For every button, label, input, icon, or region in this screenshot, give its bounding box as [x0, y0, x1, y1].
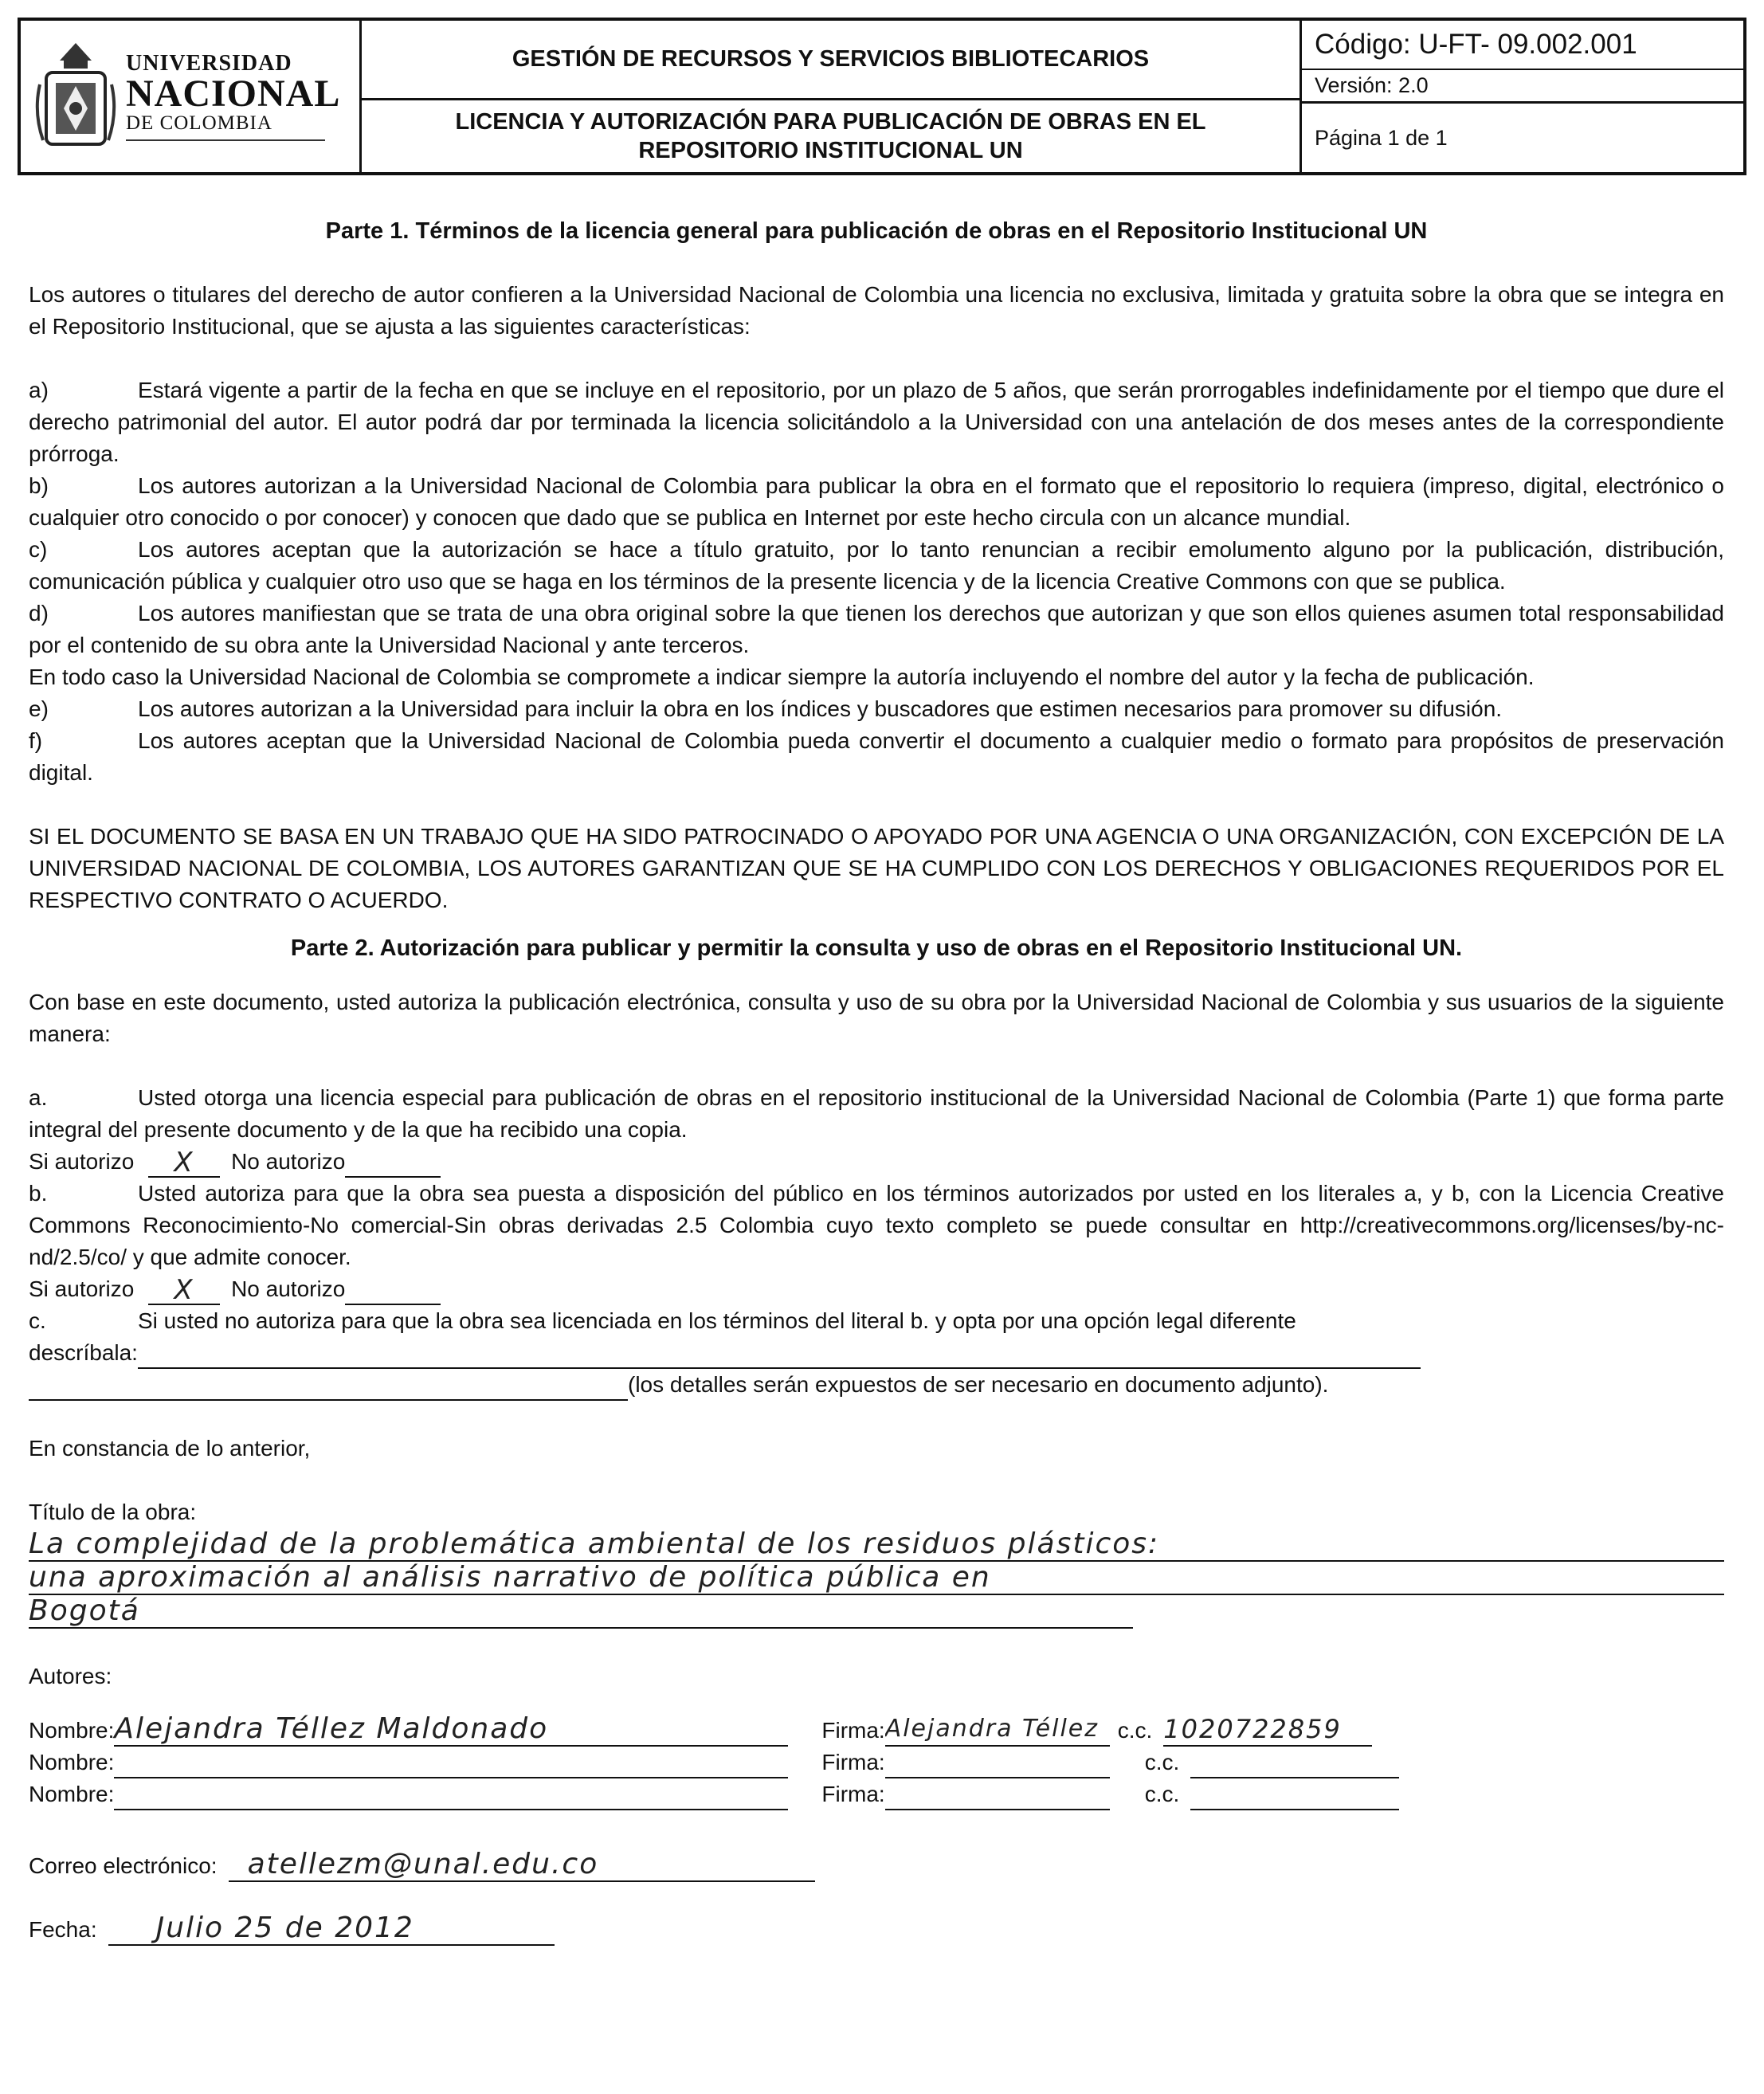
logo-underline [126, 139, 325, 141]
part1-intro: Los autores o titulares del derecho de autor confieren a la Universidad Nacional de Colombia una licencia no exclusiva, limitada y gratuita sobre la obra que se integra en el Repositorio Institucional, que se ajusta a las siguientes características: [29, 282, 1724, 339]
nombre-label: Nombre: [29, 1750, 115, 1774]
item-label: d) [29, 601, 49, 625]
author-name-field-2[interactable] [114, 1753, 788, 1778]
author-signature-field-1[interactable]: Alejandra Téllez [885, 1713, 1110, 1747]
firma-label: Firma: [821, 1782, 885, 1806]
item-text: Los autores autorizan a la Universidad para incluir la obra en los índices y buscadores que estimen necesarios para promover su difusión. [138, 696, 1503, 721]
si-autorizo-checkbox-a[interactable]: X [148, 1149, 220, 1178]
header-titles [362, 21, 1302, 172]
no-autorizo-checkbox-a[interactable] [345, 1152, 441, 1178]
author-name-field-1[interactable]: Alejandra Téllez Maldonado [114, 1713, 788, 1747]
item-text: Estará vigente a partir de la fecha en que se incluye en el repositorio, por un plazo de 5 años, que serán prorrogables indefinidamente por el tiempo que dure el derecho patrimonial del autor. El autor podrá dar por terminada la licencia solicitándolo a la Universidad con una antelación de dos meses antes de la correspondiente prórroga. [29, 378, 1724, 466]
logo-cell [21, 21, 362, 172]
describala-label: descríbala: [29, 1340, 138, 1365]
logo-line-3: DE COLOMBIA [126, 112, 272, 134]
item-label: a. [29, 1085, 48, 1110]
nombre-label: Nombre: [29, 1718, 115, 1743]
item-text: Si usted no autoriza para que la obra sea licenciada en los términos del literal b. y opta por una opción legal diferente [138, 1308, 1296, 1333]
form-header [18, 18, 1746, 175]
university-seal-icon [32, 37, 120, 156]
item-label: b) [29, 473, 49, 498]
author-signature-field-3[interactable] [885, 1785, 1110, 1810]
part1-item-d [29, 598, 1724, 661]
titulo-field-line-1[interactable]: La complejidad de la problemática ambiental de los residuos plásticos: [29, 1528, 1724, 1562]
cc-label: c.c. [1117, 1718, 1153, 1743]
university-logo-text [126, 50, 341, 141]
logo-line-2: NACIONAL [126, 72, 341, 115]
cc-label: c.c. [1144, 1750, 1180, 1774]
titulo-label: Título de la obra: [29, 1500, 197, 1524]
item-label: f) [29, 728, 43, 753]
part1-item-b [29, 470, 1724, 534]
part2-item-c [29, 1305, 1724, 1337]
fecha-row [29, 1914, 1724, 1946]
author-cc-field-3[interactable] [1190, 1785, 1399, 1810]
describala-field[interactable] [138, 1343, 1421, 1369]
firma-label: Firma: [821, 1750, 885, 1774]
constancia-text: En constancia de lo anterior, [29, 1436, 311, 1461]
firma-label: Firma: [821, 1718, 885, 1743]
part2-intro: Con base en este documento, usted autoriza la publicación electrónica, consulta y uso de su obra por la Universidad Nacional de Colombia y sus usuarios de la siguiente manera: [29, 990, 1724, 1046]
part2-item-b [29, 1178, 1724, 1273]
item-text: Usted autoriza para que la obra sea puesta a disposición del público en los términos autorizados por usted en los literales a, y b, con la Licencia Creative Commons Reconocimiento-No comercial-Sin obras derivadas 2.5 Colombia cuyo texto completo se puede consultar en http://creativecommons.org/licenses/by-nc-nd/2.5/co/ y que admite conocer. [29, 1181, 1724, 1269]
details-note: (los detalles serán expuestos de ser necesario en documento adjunto). [628, 1372, 1329, 1397]
form-page: Página 1 de 1 [1315, 125, 1448, 150]
correo-label: Correo electrónico: [29, 1853, 218, 1878]
item-label: a) [29, 378, 49, 402]
part1-item-a [29, 374, 1724, 470]
author-name-field-3[interactable] [114, 1785, 788, 1810]
autores-label: Autores: [29, 1664, 112, 1688]
part1-note: En todo caso la Universidad Nacional de Colombia se compromete a indicar siempre la autoría incluyendo el nombre del autor y la fecha de publicación. [29, 665, 1535, 689]
titulo-field-line-3[interactable]: Bogotá [29, 1595, 1133, 1629]
part2-item-a [29, 1082, 1724, 1146]
header-codes [1302, 21, 1743, 172]
part1-item-e [29, 693, 1724, 725]
header-title-bottom-text: LICENCIA Y AUTORIZACIÓN PARA PUBLICACIÓN DE OBRAS EN EL REPOSITORIO INSTITUCIONAL UN [455, 109, 1206, 163]
fecha-label: Fecha: [29, 1917, 97, 1942]
describala-field-2[interactable] [29, 1375, 628, 1401]
nombre-label: Nombre: [29, 1782, 115, 1806]
author-cc-field-1[interactable]: 1020722859 [1163, 1713, 1372, 1747]
no-autorizo-checkbox-b[interactable] [345, 1280, 441, 1305]
correo-row [29, 1850, 1724, 1882]
no-autorizo-label: No autorizo [231, 1276, 346, 1301]
author-cc-field-2[interactable] [1190, 1753, 1399, 1778]
author-signature-field-2[interactable] [885, 1753, 1110, 1778]
document-body [29, 215, 1724, 1946]
part2-title: Parte 2. Autorización para publicar y permitir la consulta y uso de obras en el Repositorio Institucional UN. [290, 935, 1463, 961]
authorization-b-row [29, 1273, 1724, 1305]
form-version: Versión: 2.0 [1302, 70, 1743, 104]
author-row-3 [29, 1778, 1724, 1810]
cc-label: c.c. [1144, 1782, 1180, 1806]
author-row-2 [29, 1747, 1724, 1778]
titulo-field-line-2[interactable]: una aproximación al análisis narrativo de política pública en [29, 1562, 1724, 1595]
item-text: Los autores aceptan que la Universidad Nacional de Colombia pueda convertir el documento a cualquier medio o formato para propósitos de preservación digital. [29, 728, 1724, 785]
si-autorizo-checkbox-b[interactable]: X [148, 1276, 220, 1305]
si-autorizo-label: Si autorizo [29, 1276, 135, 1301]
header-title-top: GESTIÓN DE RECURSOS Y SERVICIOS BIBLIOTECARIOS [362, 21, 1299, 100]
authorization-a-row [29, 1146, 1724, 1178]
form-code: Código: U-FT- 09.002.001 [1302, 21, 1743, 70]
item-text: Los autores aceptan que la autorización se hace a título gratuito, por lo tanto renuncian a recibir emolumento alguno por la publicación, distribución, comunicación pública y cualquier otro uso que se haga en los términos de la presente licencia y de la licencia Creative Commons con que se publica. [29, 537, 1724, 594]
part1-item-f [29, 725, 1724, 789]
part1-title: Parte 1. Términos de la licencia general para publicación de obras en el Repositorio Institucional UN [325, 218, 1428, 244]
part1-item-c [29, 534, 1724, 598]
item-label: c. [29, 1308, 46, 1333]
item-text: Los autores autorizan a la Universidad Nacional de Colombia para publicar la obra en el formato que el repositorio lo requiera (impreso, digital, electrónico o cualquier otro conocido o por conocer) y conocen que dado que se publica en Internet por este hecho circula con un alcance mundial. [29, 473, 1724, 530]
fecha-field[interactable]: Julio 25 de 2012 [108, 1912, 555, 1946]
item-text: Usted otorga una licencia especial para publicación de obras en el repositorio institucional de la Universidad Nacional de Colombia (Parte 1) que forma parte integral del presente documento y de la que ha recibido una copia. [29, 1085, 1724, 1142]
item-label: c) [29, 537, 48, 562]
item-label: b. [29, 1181, 48, 1206]
describala-row [29, 1337, 1724, 1369]
logo-line-1: UNIVERSIDAD [126, 50, 292, 76]
part1-caps-notice: SI EL DOCUMENTO SE BASA EN UN TRABAJO QUE HA SIDO PATROCINADO O APOYADO POR UNA AGENCIA O UNA ORGANIZACIÓN, CON EXCEPCIÓN DE LA UNIVERSIDAD NACIONAL DE COLOMBIA, LOS AUTORES GARANTIZAN QUE SE HA CUMPLIDO CON LOS DERECHOS Y OBLIGACIONES REQUERIDOS POR EL RESPECTIVO CONTRATO O ACUERDO. [29, 824, 1724, 912]
item-text: Los autores manifiestan que se trata de una obra original sobre la que tienen los derechos que autorizan y que son ellos quienes asumen total responsabilidad por el contenido de su obra ante la Universidad Nacional y ante terceros. [29, 601, 1724, 657]
details-row [29, 1369, 1724, 1401]
si-autorizo-label: Si autorizo [29, 1149, 135, 1174]
header-title-bottom [362, 100, 1299, 172]
item-label: e) [29, 696, 49, 721]
correo-field[interactable]: atellezm@unal.edu.co [229, 1849, 815, 1882]
author-row-1 [29, 1712, 1724, 1747]
no-autorizo-label: No autorizo [231, 1149, 346, 1174]
